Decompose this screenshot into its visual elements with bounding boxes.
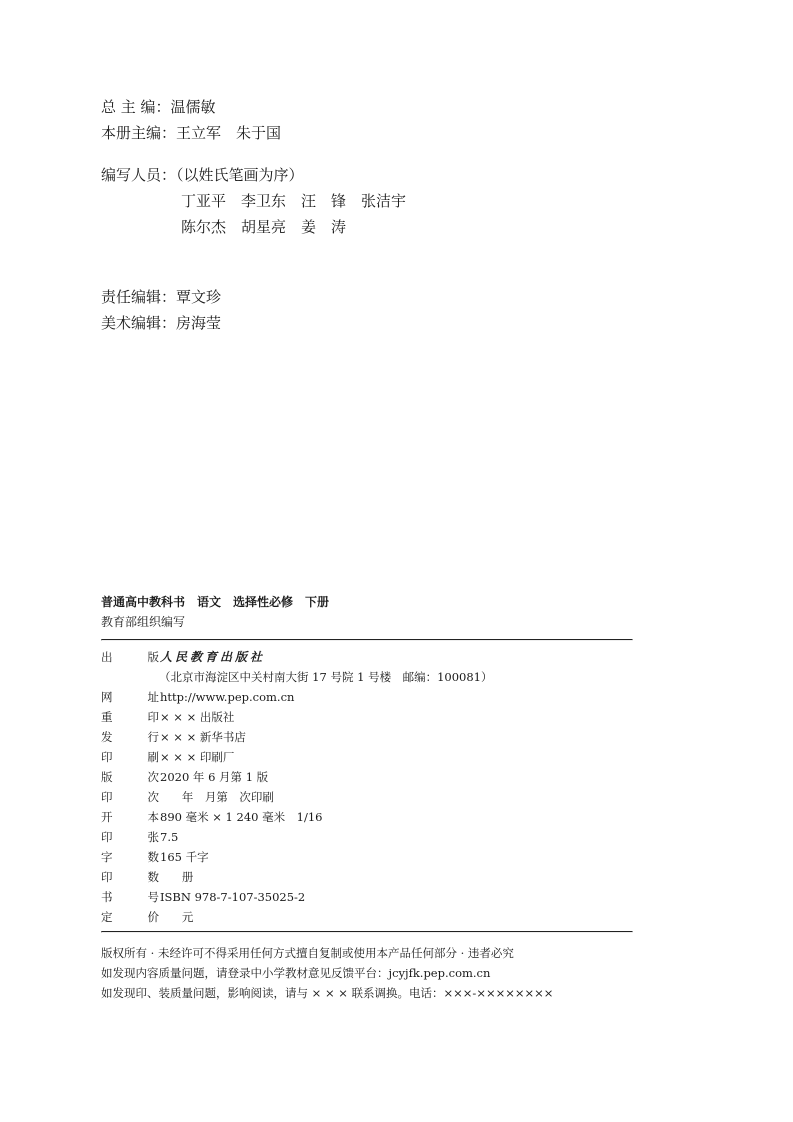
row-label: 印 刷 (101, 750, 159, 764)
volume-editors: 本册主编：王立军 朱于国 (101, 124, 282, 142)
row-label: 书 号 (101, 890, 159, 904)
row-label: 版 次 (101, 770, 159, 784)
row-label: 重 印 (101, 710, 159, 724)
info-row (101, 767, 633, 787)
info-row (101, 707, 633, 727)
responsible-editor: 责任编辑：覃文珍 (101, 288, 222, 306)
row-value: 2020 年 6 月第 1 版 (160, 770, 269, 784)
info-row (101, 687, 633, 707)
info-row (101, 807, 633, 827)
writers-line-1: 丁亚平 李卫东 汪 锋 张洁宇 (181, 192, 407, 210)
row-label: 定 价 (101, 910, 159, 924)
publisher-address: （北京市海淀区中关村南大街 17 号院 1 号楼 邮编：100081） (159, 670, 493, 684)
row-value: 7.5 (160, 830, 179, 844)
info-row (101, 827, 633, 847)
row-value: 册 (160, 870, 194, 884)
row-value: http://www.pep.com.cn (160, 690, 295, 704)
row-label: 字 数 (101, 850, 159, 864)
row-value: 元 (160, 910, 194, 924)
chief-editor: 总 主 编：温儒敏 (101, 98, 216, 116)
publisher-logo: 人民教育出版社 (160, 650, 266, 664)
copyright-line: 版权所有 · 未经许可不得采用任何方式擅自复制或使用本产品任何部分 · 违者必究 (101, 946, 514, 960)
row-value: × × × 出版社 (160, 710, 235, 724)
row-value: × × × 新华书店 (160, 730, 246, 744)
writers-line-2: 陈尔杰 胡星亮 姜 涛 (181, 218, 347, 236)
colophon (101, 593, 633, 1003)
copyright-notice (101, 933, 633, 1003)
row-label: 发 行 (101, 730, 159, 744)
publisher-row (101, 647, 633, 667)
row-label: 印 数 (101, 870, 159, 884)
row-value: 890 毫米 × 1 240 毫米 1/16 (160, 810, 323, 824)
info-row (101, 887, 633, 907)
art-editor: 美术编辑：房海莹 (101, 314, 222, 332)
info-row (101, 867, 633, 887)
book-title: 普通高中教科书 语文 选择性必修 下册 (101, 595, 330, 609)
book-organizer: 教育部组织编写 (101, 615, 186, 629)
row-label: 印 张 (101, 830, 159, 844)
info-row (101, 747, 633, 767)
editorial-credits (101, 94, 661, 336)
info-row (101, 787, 633, 807)
row-label: 开 本 (101, 810, 159, 824)
info-row (101, 847, 633, 867)
row-value: ISBN 978-7-107-35025-2 (160, 890, 306, 904)
print-quality-line: 如发现印、装质量问题，影响阅读，请与 × × × 联系调换。电话：×××-×××××××× (101, 986, 554, 1000)
row-label: 出 版 (101, 650, 159, 664)
publication-info (101, 641, 633, 931)
info-row (101, 907, 633, 927)
row-value: × × × 印刷厂 (160, 750, 235, 764)
row-value: 年 月第 次印刷 (160, 790, 274, 804)
row-value: 165 千字 (160, 850, 209, 864)
feedback-line: 如发现内容质量问题，请登录中小学教材意见反馈平台：jcyjfk.pep.com.cn (101, 966, 491, 980)
row-label: 网 址 (101, 690, 159, 704)
row-label: 印 次 (101, 790, 159, 804)
info-row (101, 727, 633, 747)
writers-label: 编写人员：（以姓氏笔画为序） (101, 166, 304, 184)
